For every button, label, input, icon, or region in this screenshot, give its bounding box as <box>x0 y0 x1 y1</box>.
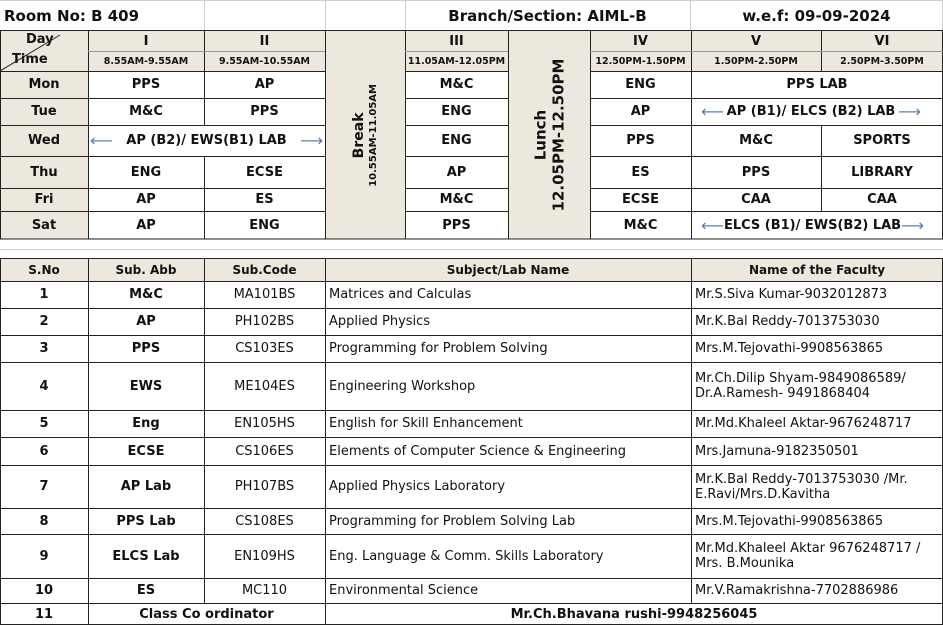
subject-abb: ELCS Lab <box>112 548 180 564</box>
wed-period-4: PPS <box>626 133 655 148</box>
subject-faculty: Mr.K.Bal Reddy-7013753030 /Mr. E.Ravi/Mrs.D.Kavitha <box>695 471 908 502</box>
lunch-column <box>508 31 590 239</box>
subject-faculty: Mr.K.Bal Reddy-7013753030 <box>695 314 880 329</box>
period-3-numeral: III <box>405 31 508 51</box>
period-1-numeral: I <box>88 31 204 51</box>
subject-name: English for Skill Enhancement <box>329 416 523 431</box>
subject-abb: AP <box>136 314 156 329</box>
wed-lab-label: AP (B2)/ EWS(B1) LAB <box>126 133 287 148</box>
mon-period-5-6: PPS LAB <box>786 77 848 92</box>
arrow-left-icon: ⟵ <box>90 131 113 150</box>
mon-period-4: ENG <box>625 77 656 92</box>
lunch-time: 12.05PM-12.50PM <box>549 58 567 212</box>
subject-faculty: Mr.S.Siva Kumar-9032012873 <box>695 287 888 302</box>
fri-period-5: CAA <box>741 192 771 207</box>
diagonal-divider <box>0 31 88 71</box>
sat-period-5-6 <box>691 211 943 239</box>
subject-sno: 8 <box>39 513 49 529</box>
subject-faculty: Mr.Md.Khaleel Aktar 9676248717 / Mrs. B.Mounika <box>695 541 921 571</box>
subject-sno: 1 <box>39 287 49 302</box>
mon-period-2: AP <box>254 77 275 92</box>
subject-sno: 7 <box>39 479 49 494</box>
coordinator-name: Mr.Ch.Bhavana rushi-9948256045 <box>510 606 758 622</box>
mon-period-3: M&C <box>439 77 474 92</box>
col-header-abb: Sub. Abb <box>88 259 204 281</box>
subject-name: Applied Physics <box>329 314 431 329</box>
subject-name: Engineering Workshop <box>329 378 476 394</box>
subject-code: MA101BS <box>233 287 296 302</box>
wef-date: w.e.f: 09-09-2024 <box>742 7 891 25</box>
tue-period-4: AP <box>630 104 651 119</box>
fri-period-2: ES <box>255 192 274 207</box>
fri-period-6: CAA <box>867 192 897 207</box>
thu-period-5: PPS <box>741 164 771 180</box>
sat-period-4: M&C <box>623 217 658 233</box>
subject-abb: ECSE <box>127 443 165 459</box>
fri-period-1: AP <box>136 192 156 207</box>
arrow-right-icon: ⟶ <box>300 131 323 150</box>
subject-faculty: Mrs.Jamuna-9182350501 <box>695 443 859 459</box>
sat-period-1: AP <box>136 217 156 233</box>
wed-period-6: SPORTS <box>853 133 911 148</box>
subject-sno: 9 <box>39 548 49 564</box>
day-thu: Thu <box>0 156 88 188</box>
period-5-time: 1.50PM-2.50PM <box>691 51 821 71</box>
wed-period-1-2 <box>88 125 325 156</box>
subject-code: CS103ES <box>235 341 294 356</box>
coordinator-label: Class Co ordinator <box>139 606 274 622</box>
subject-code: MC110 <box>241 583 288 598</box>
time-label: Time <box>12 52 48 67</box>
subject-faculty: Mr.Md.Khaleel Aktar-9676248717 <box>695 416 912 431</box>
subject-abb: PPS Lab <box>116 513 176 529</box>
day-tue: Tue <box>0 98 88 125</box>
break-column <box>325 31 405 239</box>
period-6-time: 2.50PM-3.50PM <box>821 51 943 71</box>
period-3-time: 11.05AM-12.05PM <box>405 51 508 71</box>
subject-sno: 5 <box>39 416 49 431</box>
subject-name: Matrices and Calculas <box>329 287 472 302</box>
day-sat: Sat <box>0 211 88 239</box>
day-fri: Fri <box>0 188 88 211</box>
arrow-right-icon: ⟶ <box>898 102 921 121</box>
subject-sno: 3 <box>39 341 49 356</box>
subject-faculty: Mr.V.Ramakrishna-7702886986 <box>695 583 899 598</box>
thu-period-3: AP <box>446 164 467 180</box>
arrow-right-icon: ⟶ <box>901 215 925 235</box>
day-label: Day <box>26 32 54 47</box>
subject-name: Programming for Problem Solving Lab <box>329 513 576 529</box>
sat-lab-label: ELCS (B1)/ EWS(B2) LAB <box>723 217 902 233</box>
subject-sno: 10 <box>34 583 54 598</box>
subject-faculty: Mrs.M.Tejovathi-9908563865 <box>695 513 884 529</box>
coordinator-sno: 11 <box>34 606 54 622</box>
subject-code: EN105HS <box>234 416 295 431</box>
subject-name: Programming for Problem Solving <box>329 341 548 356</box>
room-number: Room No: B 409 <box>4 7 140 25</box>
thu-period-2: ECSE <box>246 164 283 180</box>
wed-period-5: M&C <box>739 133 773 148</box>
col-header-sno: S.No <box>0 259 88 281</box>
subject-name: Applied Physics Laboratory <box>329 479 506 494</box>
subject-abb: M&C <box>129 287 163 302</box>
subject-abb: AP Lab <box>120 479 172 494</box>
period-4-numeral: IV <box>590 31 691 51</box>
period-4-time: 12.50PM-1.50PM <box>590 51 691 71</box>
subject-code: PH107BS <box>234 479 295 494</box>
subject-sno: 6 <box>39 443 49 459</box>
fri-period-4: ECSE <box>622 192 659 207</box>
subject-faculty: Mrs.M.Tejovathi-9908563865 <box>695 341 884 356</box>
col-header-code: Sub.Code <box>204 259 325 281</box>
mon-period-1: PPS <box>131 77 161 92</box>
subject-sno: 4 <box>39 378 49 394</box>
thu-period-4: ES <box>631 164 650 180</box>
period-1-time: 8.55AM-9.55AM <box>88 51 204 71</box>
day-wed: Wed <box>0 125 88 156</box>
fri-period-3: M&C <box>439 192 474 207</box>
period-5-numeral: V <box>691 31 821 51</box>
subject-abb: EWS <box>129 378 163 394</box>
subject-name: Elements of Computer Science & Engineering <box>329 443 626 459</box>
branch-section: Branch/Section: AIML-B <box>448 7 647 25</box>
subject-code: CS106ES <box>235 443 294 459</box>
sat-period-3: PPS <box>442 217 471 233</box>
arrow-left-icon: ⟵ <box>701 215 724 235</box>
sat-period-2: ENG <box>249 217 280 233</box>
subject-name: Eng. Language & Comm. Skills Laboratory <box>329 548 604 564</box>
col-header-name: Subject/Lab Name <box>325 259 691 281</box>
period-2-time: 9.55AM-10.55AM <box>204 51 325 71</box>
day-mon: Mon <box>0 71 88 98</box>
subject-code: CS108ES <box>235 513 294 529</box>
wed-period-3: ENG <box>441 133 472 148</box>
subject-abb: ES <box>136 583 156 598</box>
subject-code: EN109HS <box>234 548 295 564</box>
break-time: 10.55AM-11.05AM <box>367 83 379 187</box>
subject-faculty: Mr.Ch.Dilip Shyam-9849086589/ Dr.A.Ramesh- 9491868404 <box>695 371 906 401</box>
break-label: Break <box>350 112 367 158</box>
day-time-corner <box>0 31 88 71</box>
thu-period-1: ENG <box>130 164 162 180</box>
tue-period-1: M&C <box>129 104 163 119</box>
lunch-label: Lunch <box>531 109 549 161</box>
subject-code: PH102BS <box>234 314 295 329</box>
subject-name: Environmental Science <box>329 583 479 598</box>
col-header-faculty: Name of the Faculty <box>691 259 943 281</box>
tue-period-2: PPS <box>250 104 279 119</box>
period-2-numeral: II <box>204 31 325 51</box>
arrow-left-icon: ⟵ <box>701 102 724 121</box>
subject-code: ME104ES <box>234 378 295 394</box>
period-6-numeral: VI <box>821 31 943 51</box>
tue-lab-label: AP (B1)/ ELCS (B2) LAB <box>726 104 896 119</box>
tue-period-5-6 <box>691 98 943 125</box>
subject-sno: 2 <box>39 314 49 329</box>
subject-abb: PPS <box>131 341 161 356</box>
subject-abb: Eng <box>132 416 160 431</box>
tue-period-3: ENG <box>441 104 472 119</box>
thu-period-6: LIBRARY <box>851 164 913 180</box>
